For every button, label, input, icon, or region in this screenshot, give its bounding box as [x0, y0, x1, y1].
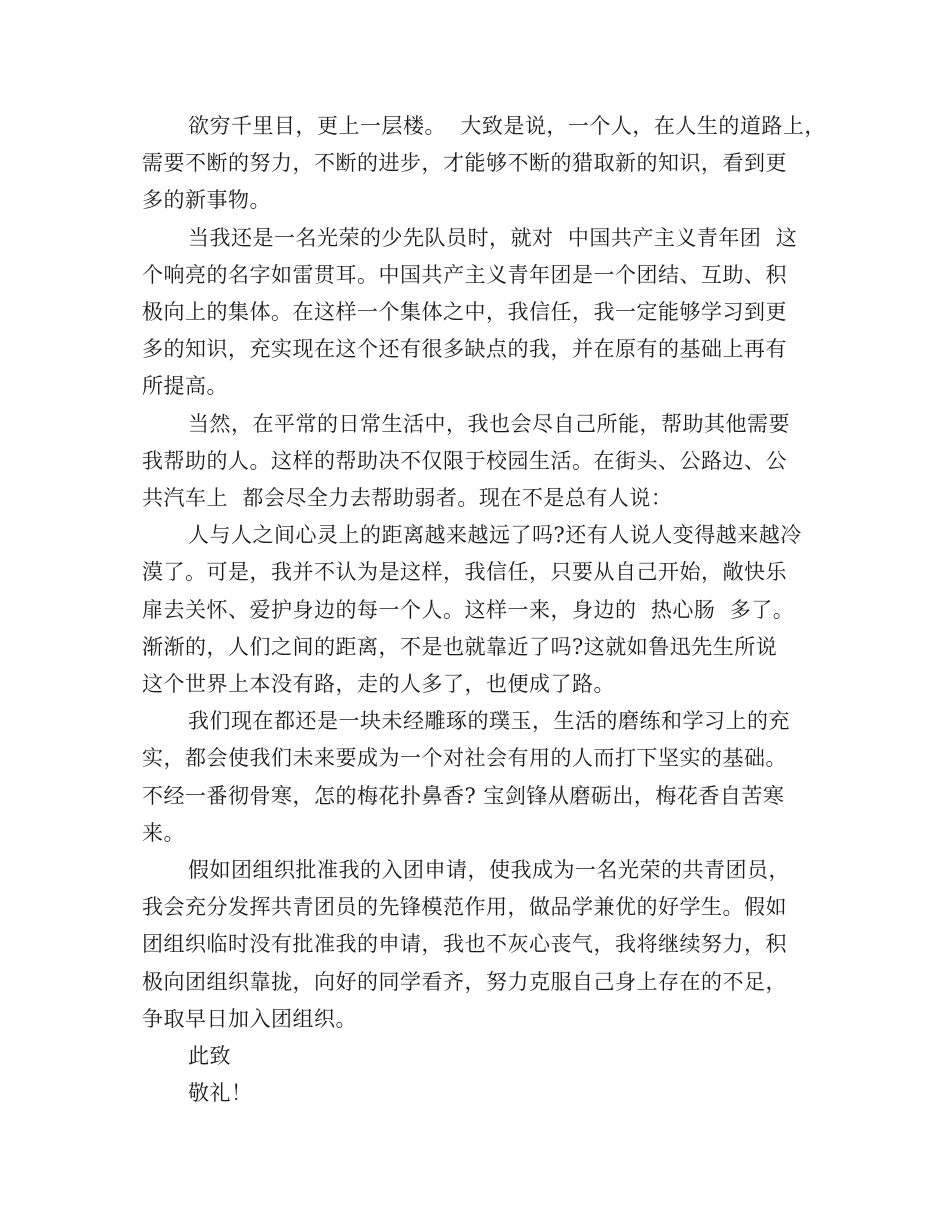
text-line: 扉去关怀、爱护身边的每一个人。这样一来，身边的 热心肠 多了。 — [142, 598, 795, 622]
text-line: 个响亮的名字如雷贯耳。中国共产主义青年团是一个团结、互助、积 — [142, 263, 787, 287]
text-line: 争取早日加入团组织。 — [142, 1007, 357, 1031]
text-line: 我们现在都还是一块未经雕琢的璞玉，生活的磨练和学习上的充 — [188, 709, 790, 733]
text-line: 共汽车上 都会尽全力去帮助弱者。现在不是总有人说： — [142, 486, 673, 510]
text-line: 极向团组织靠拢，向好的同学看齐，努力克服自己身上存在的不足， — [142, 970, 787, 994]
text-line: 实，都会使我们未来要成为一个对社会有用的人而打下坚实的基础。 — [142, 746, 787, 770]
text-line: 渐渐的，人们之间的距离，不是也就靠近了吗?这就如鲁迅先生所说 — [142, 635, 778, 659]
text-line: 团组织临时没有批准我的申请，我也不灰心丧气，我将继续努力，积 — [142, 932, 787, 956]
text-line: 人与人之间心灵上的距离越来越远了吗?还有人说人变得越来越冷 — [188, 523, 802, 547]
text-line: 极向上的集体。在这样一个集体之中，我信任，我一定能够学习到更 — [142, 300, 787, 324]
text-line: 需要不断的努力，不断的进步，才能够不断的猎取新的知识，看到更 — [142, 151, 787, 175]
text-line: 来。 — [142, 821, 185, 845]
text-line: 欲穷千里目，更上一层楼。 大致是说，一个人，在人生的道路上， — [188, 114, 826, 138]
text-line: 所提高。 — [142, 374, 228, 398]
text-line: 当然，在平常的日常生活中，我也会尽自己所能，帮助其他需要 — [188, 412, 790, 436]
text-line: 假如团组织批准我的入团申请，使我成为一名光荣的共青团员， — [188, 858, 790, 882]
text-line: 此致 — [188, 1044, 231, 1068]
text-line: 我会充分发挥共青团员的先锋模范作用，做品学兼优的好学生。假如 — [142, 895, 787, 919]
text-line: 我帮助的人。这样的帮助决不仅限于校园生活。在街头、公路边、公 — [142, 449, 787, 473]
text-line: 多的新事物。 — [142, 188, 271, 212]
text-line: 不经一番彻骨寒，怎的梅花扑鼻香? 宝剑锋从磨砺出，梅花香自苦寒 — [142, 784, 785, 808]
text-line: 这个世界上本没有路，走的人多了，也便成了路。 — [142, 672, 615, 696]
text-line: 当我还是一名光荣的少先队员时，就对 中国共产主义青年团 这 — [188, 226, 798, 250]
text-line: 多的知识，充实现在这个还有很多缺点的我，并在原有的基础上再有 — [142, 337, 787, 361]
text-line: 敬礼！ — [188, 1081, 253, 1105]
text-line: 漠了。可是，我并不认为是这样，我信任，只要从自己开始，敞快乐 — [142, 560, 787, 584]
